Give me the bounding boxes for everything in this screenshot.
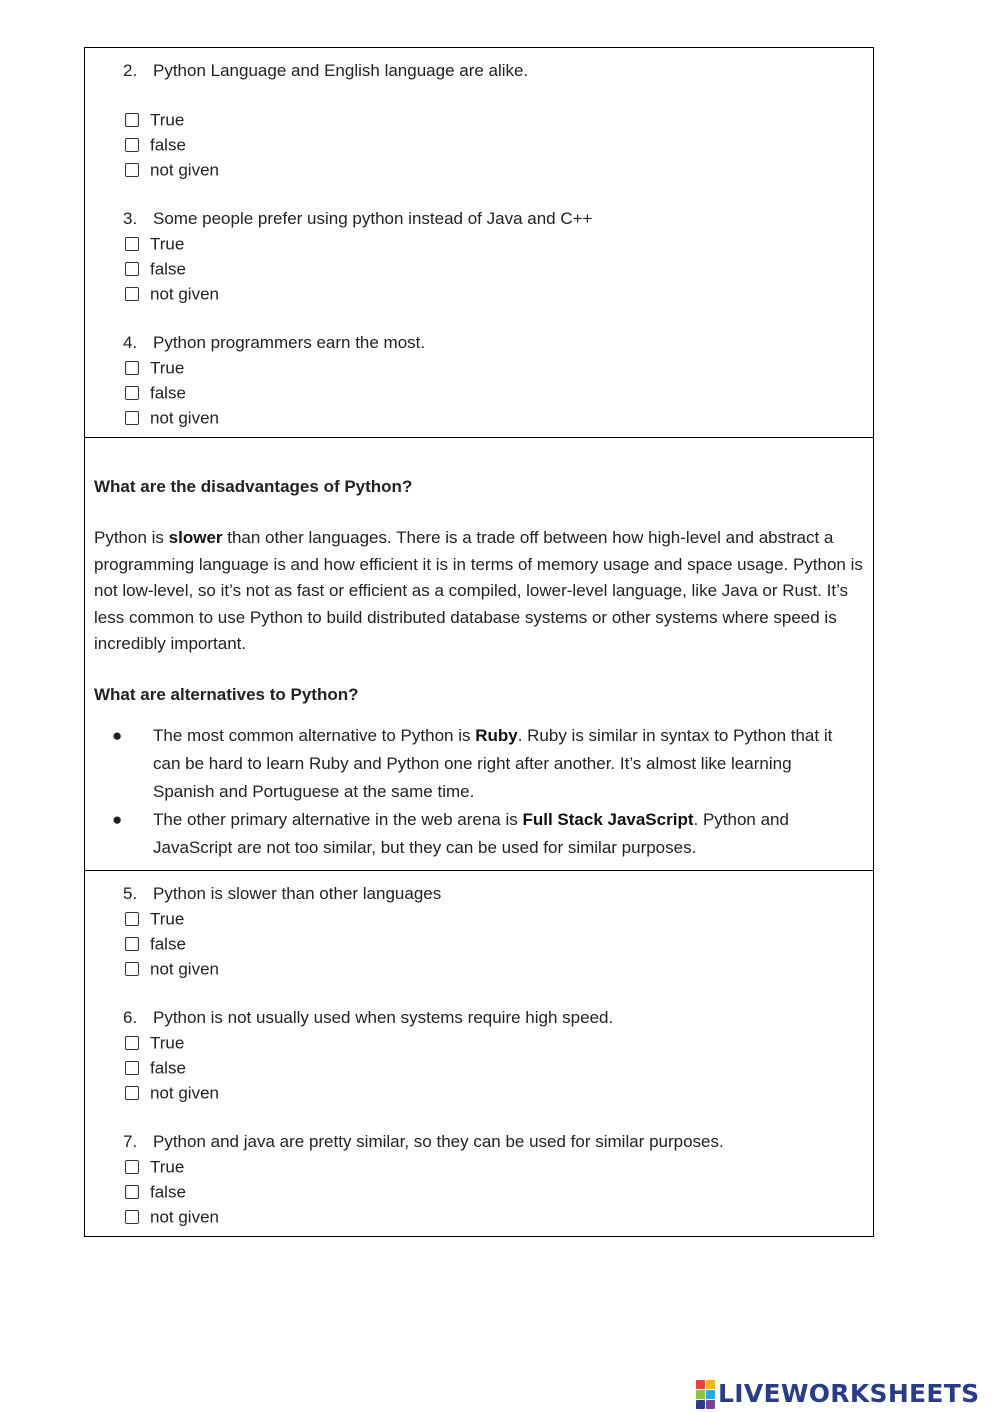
- option-false[interactable]: [125, 933, 186, 955]
- option-label: false: [150, 135, 186, 155]
- logo-square: [706, 1380, 715, 1389]
- option-label: True: [150, 110, 185, 130]
- logo-square: [706, 1400, 715, 1409]
- checkbox[interactable]: [125, 138, 139, 152]
- list-item: [85, 722, 853, 806]
- option-label: not given: [150, 160, 219, 180]
- question-text: [123, 883, 441, 905]
- option-label: false: [150, 259, 186, 279]
- option-label: not given: [150, 959, 219, 979]
- list-text-start: The other primary alternative in the web arena is: [153, 810, 523, 829]
- option-false[interactable]: [125, 134, 186, 156]
- alternatives-list: [85, 722, 873, 862]
- option-not-given[interactable]: [125, 1206, 219, 1228]
- checkbox[interactable]: [125, 962, 139, 976]
- checkbox[interactable]: [125, 361, 139, 375]
- option-true[interactable]: [125, 908, 184, 930]
- option-true[interactable]: [125, 109, 184, 131]
- question-text: [123, 332, 425, 354]
- disadvantages-heading: What are the disadvantages of Python?: [94, 477, 413, 496]
- option-label: True: [150, 1033, 185, 1053]
- bullet-point: ●: [112, 726, 123, 745]
- question-label: Some people prefer using python instead of Java and C++: [153, 209, 593, 228]
- checkbox[interactable]: [125, 287, 139, 301]
- logo-text: LIVEWORKSHEETS: [718, 1379, 980, 1408]
- bullet-point: ●: [112, 810, 123, 829]
- list-text-end: . Ruby is similar in syntax to Python that it can be hard to learn Ruby and Python one right after another. It’s almost like learning Spanish and Portuguese at the same time.: [153, 726, 833, 801]
- logo-mark-icon: [696, 1380, 715, 1409]
- checkbox[interactable]: [125, 1160, 139, 1174]
- logo-square: [696, 1390, 705, 1399]
- checkbox[interactable]: [125, 1061, 139, 1075]
- logo-square: [696, 1400, 705, 1409]
- paragraph-text-start: Python is: [94, 528, 169, 547]
- checkbox[interactable]: [125, 411, 139, 425]
- checkbox[interactable]: [125, 237, 139, 251]
- option-label: True: [150, 1157, 185, 1177]
- logo-square: [706, 1390, 715, 1399]
- option-not-given[interactable]: [125, 958, 219, 980]
- list-bold: Ruby: [475, 726, 518, 745]
- question-label: Python is not usually used when systems require high speed.: [153, 1008, 614, 1027]
- disadvantages-paragraph: [94, 525, 869, 658]
- question-label: Python is slower than other languages: [153, 884, 442, 903]
- logo-square: [696, 1380, 705, 1389]
- option-label: not given: [150, 1083, 219, 1103]
- option-false[interactable]: [125, 258, 186, 280]
- question-text: [123, 208, 592, 230]
- checkbox[interactable]: [125, 1210, 139, 1224]
- paragraph-text-end: than other languages. There is a trade off between how high-level and abstract a programming language is and how efficient it is in terms of memory usage and space usage. Python is not low-level, so it’s not as fast or efficient as a compiled, lower-level language, like Java or Rust. It’s less common to use Python to build distributed database systems or other systems where speed is incredibly important.: [94, 528, 863, 653]
- question-number: 4.: [123, 333, 138, 352]
- checkbox[interactable]: [125, 163, 139, 177]
- option-false[interactable]: [125, 382, 186, 404]
- list-text-end: . Python and JavaScript are not too similar, but they can be used for similar purposes.: [153, 810, 789, 857]
- option-true[interactable]: [125, 357, 184, 379]
- alternatives-heading: What are alternatives to Python?: [94, 685, 359, 704]
- questions-cell-1: [85, 48, 873, 437]
- checkbox[interactable]: [125, 262, 139, 276]
- option-true[interactable]: [125, 233, 184, 255]
- option-not-given[interactable]: [125, 1082, 219, 1104]
- question-number: 5.: [123, 884, 138, 903]
- checkbox[interactable]: [125, 1185, 139, 1199]
- worksheet-table: [84, 47, 874, 1237]
- question-label: Python programmers earn the most.: [153, 333, 426, 352]
- question-text: [123, 1131, 724, 1153]
- question-label: Python Language and English language are alike.: [153, 61, 529, 80]
- option-label: not given: [150, 284, 219, 304]
- option-label: True: [150, 358, 185, 378]
- option-not-given[interactable]: [125, 283, 219, 305]
- question-text: [123, 60, 528, 82]
- option-true[interactable]: [125, 1032, 184, 1054]
- question-number: 6.: [123, 1008, 138, 1027]
- option-false[interactable]: [125, 1181, 186, 1203]
- option-label: not given: [150, 1207, 219, 1227]
- option-label: True: [150, 234, 185, 254]
- questions-cell-2: [85, 870, 873, 1236]
- option-label: not given: [150, 408, 219, 428]
- question-number: 2.: [123, 61, 138, 80]
- paragraph-bold: slower: [168, 528, 223, 547]
- list-bold: Full Stack JavaScript: [522, 810, 694, 829]
- checkbox[interactable]: [125, 912, 139, 926]
- reading-cell: [85, 437, 873, 870]
- option-not-given[interactable]: [125, 407, 219, 429]
- option-label: false: [150, 1182, 186, 1202]
- option-label: false: [150, 934, 186, 954]
- checkbox[interactable]: [125, 937, 139, 951]
- list-item: [85, 806, 853, 862]
- question-text: [123, 1007, 613, 1029]
- checkbox[interactable]: [125, 386, 139, 400]
- question-number: 7.: [123, 1132, 138, 1151]
- option-label: false: [150, 383, 186, 403]
- option-label: True: [150, 909, 185, 929]
- liveworksheets-logo: [696, 1378, 994, 1410]
- question-label: Python and java are pretty similar, so they can be used for similar purposes.: [153, 1132, 724, 1151]
- checkbox[interactable]: [125, 1086, 139, 1100]
- checkbox[interactable]: [125, 1036, 139, 1050]
- option-not-given[interactable]: [125, 159, 219, 181]
- option-false[interactable]: [125, 1057, 186, 1079]
- checkbox[interactable]: [125, 113, 139, 127]
- option-label: false: [150, 1058, 186, 1078]
- question-number: 3.: [123, 209, 138, 228]
- list-text-start: The most common alternative to Python is: [153, 726, 476, 745]
- option-true[interactable]: [125, 1156, 184, 1178]
